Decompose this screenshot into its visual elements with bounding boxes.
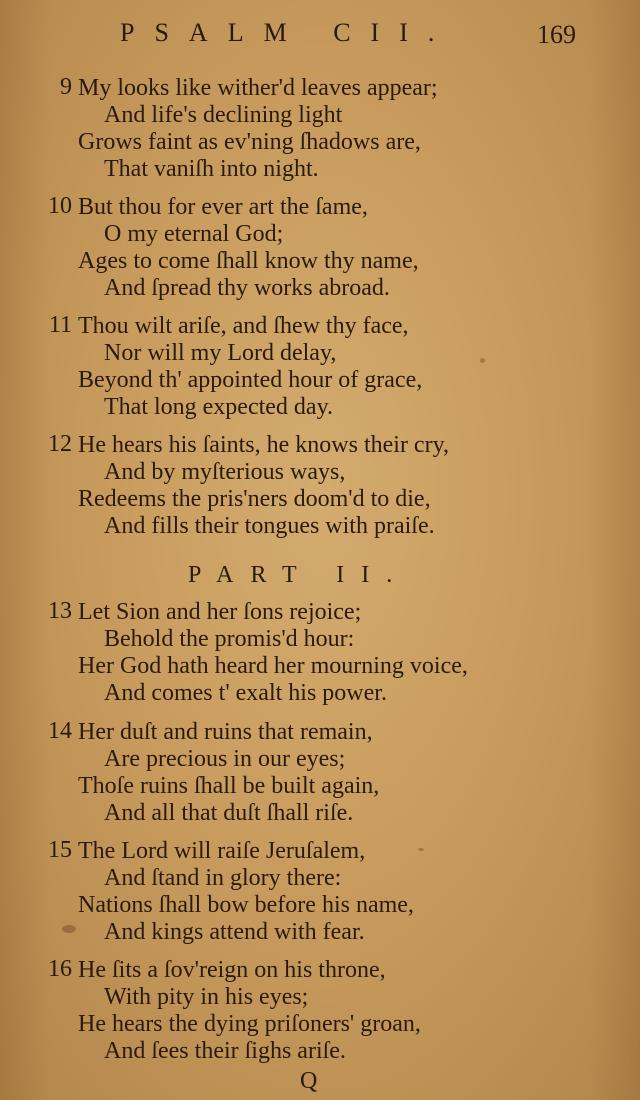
verse-line: Nations ſhall bow before his name, [78, 892, 414, 918]
verse-line: And by myſterious ways, [104, 459, 346, 485]
verse-line: Her God hath heard her mourning voice, [78, 653, 468, 679]
verse-line: Behold the promis'd hour: [104, 626, 355, 652]
verse-line: And ſees their ſighs ariſe. [104, 1038, 346, 1064]
verse-line: But thou for ever art the ſame, [78, 194, 368, 220]
verse-line: And ſtand in glory there: [104, 865, 342, 891]
part-heading: PART II. [188, 562, 410, 588]
verse-line: And all that duſt ſhall riſe. [104, 800, 354, 826]
verse-line: Thou wilt ariſe, and ſhew thy face, [78, 313, 409, 339]
verse-line: And kings attend with fear. [104, 919, 365, 945]
verse-line: Ages to come ſhall know thy name, [78, 248, 419, 274]
foxing-spot [418, 848, 424, 851]
catchword: Q [300, 1068, 318, 1094]
verse-line: And ſpread thy works abroad. [104, 275, 390, 301]
verse-line: He hears his ſaints, he knows their cry, [78, 432, 450, 458]
verse-line: He ſits a ſov'reign on his throne, [78, 957, 386, 983]
verse-line: Nor will my Lord delay, [104, 340, 337, 366]
verse-line: O my eternal God; [104, 221, 284, 247]
verse-line: Redeems the pris'ners doom'd to die, [78, 486, 431, 512]
running-title: PSALM CII. [120, 18, 455, 47]
verse-line: With pity in his eyes; [104, 984, 309, 1010]
verse-line: The Lord will raiſe Jeruſalem, [78, 838, 366, 864]
verse-line: Her duſt and ruins that remain, [78, 719, 373, 745]
verse-line: Let Sion and her ſons rejoice; [78, 599, 362, 625]
verse-line: My looks like wither'd leaves appear; [78, 75, 438, 101]
verse-line: And comes t' exalt his power. [104, 680, 387, 706]
page-header [0, 18, 640, 58]
verse-number: 12 [48, 431, 72, 457]
foxing-spot [62, 925, 76, 933]
verse-line: And life's declining light [104, 102, 343, 128]
verse-line: And fills their tongues with praiſe. [104, 513, 435, 539]
verse-line: That vaniſh into night. [104, 156, 319, 182]
verse-line: Thoſe ruins ſhall be built again, [78, 773, 380, 799]
verse-line: Are precious in our eyes; [104, 746, 346, 772]
verse-number: 10 [48, 193, 72, 219]
foxing-spot [480, 358, 485, 363]
verse-line: Beyond th' appointed hour of grace, [78, 367, 423, 393]
verse-number: 16 [48, 956, 72, 982]
verse-number: 11 [48, 312, 72, 338]
verse-line: He hears the dying priſoners' groan, [78, 1011, 421, 1037]
verse-number: 13 [48, 598, 72, 624]
verse-number: 14 [48, 718, 72, 744]
verse-number: 9 [60, 74, 72, 100]
verse-number: 15 [48, 837, 72, 863]
verse-line: That long expected day. [104, 394, 334, 420]
verse-line: Grows faint as ev'ning ſhadows are, [78, 129, 421, 155]
page-number: 169 [537, 20, 576, 49]
